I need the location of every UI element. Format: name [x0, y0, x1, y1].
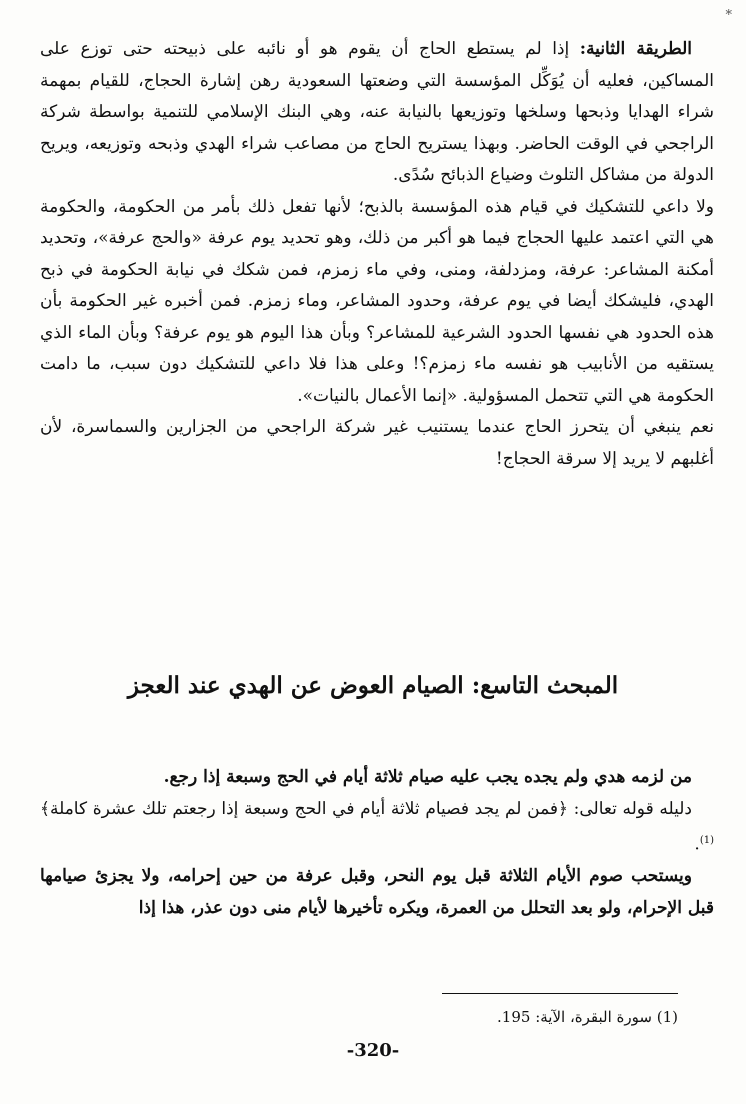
top-text-section	[40, 34, 714, 475]
page-number: -320-	[346, 1040, 400, 1061]
paragraph-body: إذا لم يستطع الحاج أن يقوم هو أو نائبه على ذبيحته حتى توزع على المساكين، فعليه أن يُوَكِّل المؤسسة التي وضعتها السعودية رهن إشارة الحجاج، للقيام بمهمة شراء الهدايا وذبحها وسلخها وتوزيعها بالنيابة عنه، وهي البنك الإسلامي للتنمية بواسطة شركة الراجحي في الوقت الحاضر. وبهذا يستريح الحاج من مصاعب شراء الهدي وذبحه وتوزيعه، ويريح الدولة من مشاكل التلوث وضياع الذبائح سُدًى.	[40, 39, 714, 185]
corner-mark: *	[725, 8, 732, 23]
paragraph-caution: نعم ينبغي أن يتحرز الحاج عندما يستنيب غير شركة الراجحي من الجزارين والسماسرة، لأن أغلبهم لا يريد إلا سرقة الحجاج!	[40, 417, 714, 469]
ruling-fasting: من لزمه هدي ولم يجده يجب عليه صيام ثلاثة أيام في الحج وسبعة إذا رجع.	[163, 767, 692, 787]
footnote: (1) سورة البقرة، الآية: 195.	[497, 1008, 678, 1026]
section-heading: المبحث التاسع: الصيام العوض عن الهدي عند العجز	[127, 672, 619, 699]
ruling-proof	[40, 794, 714, 862]
proof-text: دليله قوله تعالى: ﴿فمن لم يجد فصيام ثلاثة أيام في الحج وسبعة إذا رجعتم تلك عشرة كاملة﴾	[40, 798, 692, 819]
paragraph-no-doubt: ولا داعي للتشكيك في قيام هذه المؤسسة بالذبح؛ لأنها تفعل ذلك بأمر من الحكومة، والحكومة هي التي اعتمد عليها الحجاج فيما هو أكبر من ذلك، وهو تحديد يوم عرفة «والحج عرفة»، وتحديد أمكنة المشاعر: عرفة، ومزدلفة، ومنى، وفي ماء زمزم، فمن شكك في نيابة الحكومة في ذبح الهدي، فليشكك أيضا في يوم عرفة، وحدود المشاعر، وماء زمزم. فمن أخبره غير الحكومة بأن هذه الحدود هي نفسها الحدود الشرعية للمشاعر؟ وبأن هذا اليوم هو يوم عرفة؟ وبأن الماء الذي يستقيه من الأنابيب هو نفسه ماء زمزم؟! وعلى هذا فلا داعي للتشكيك دون سبب، ما دامت الحكومة هي التي تتحمل المسؤولية. «إنما الأعمال بالنيات».	[40, 196, 714, 406]
footnote-reference: (1)	[699, 835, 714, 846]
ruling-text-section	[40, 762, 714, 924]
proof-end: .	[694, 834, 700, 855]
footnote-divider	[442, 993, 678, 994]
paragraph-label: الطريقة الثانية:	[579, 39, 692, 59]
paragraph-method-two	[40, 34, 714, 192]
ruling-timing: ويستحب صوم الأيام الثلاثة قبل يوم النحر، وقبل عرفة من حين إحرامه، ولا يجزئ صيامها قبل الإحرام، ولو بعد التحلل من العمرة، ويكره تأخيرها لأيام منى دون عذر، هذا إذا	[40, 866, 714, 918]
